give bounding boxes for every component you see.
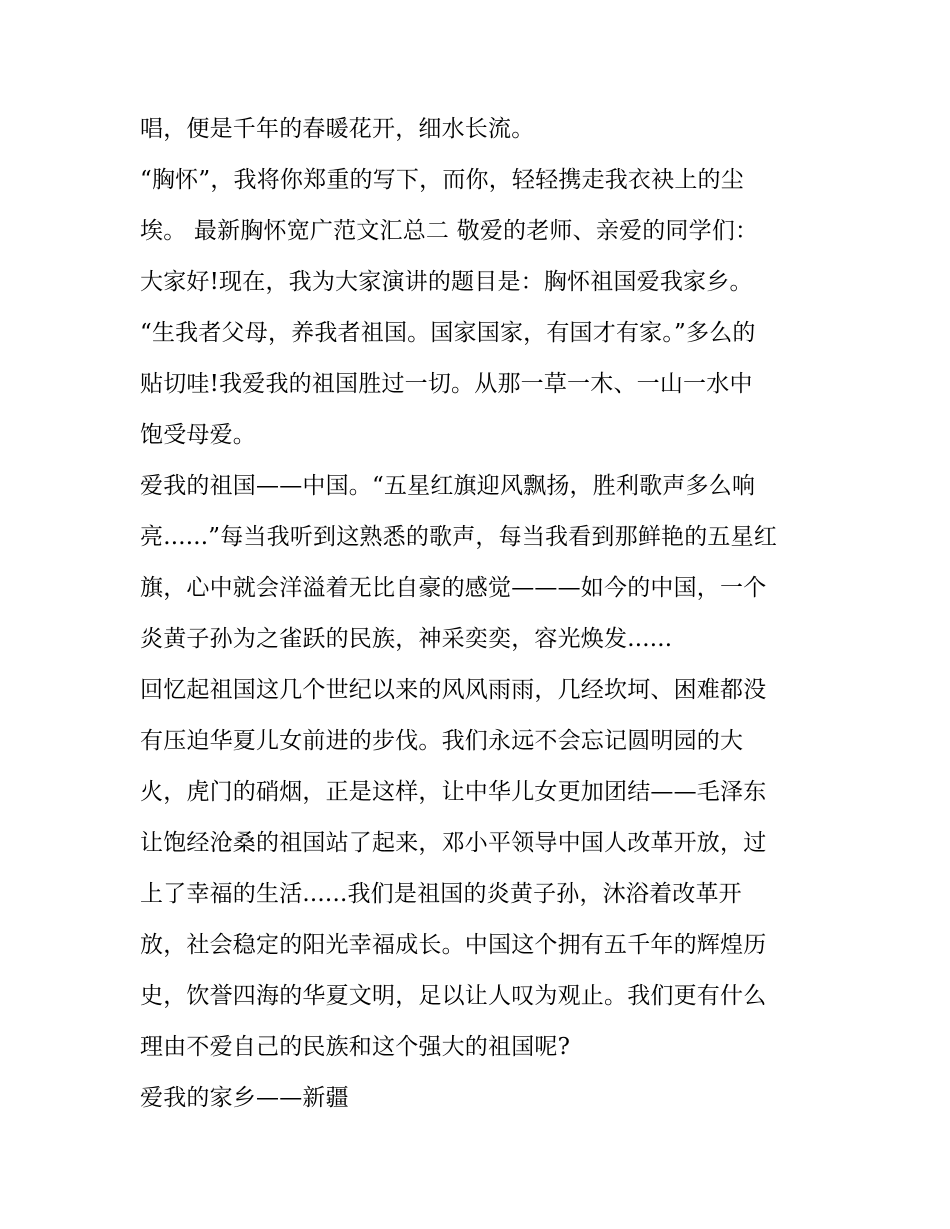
text-line: 炎黄子孙为之雀跃的民族，神采奕奕，容光焕发...... xyxy=(140,626,673,652)
text-line: 史，饮誉四海的华夏文明，足以让人叹为观止。我们更有什么 xyxy=(140,983,767,1009)
text-line: 亮......”每当我听到这熟悉的歌声，每当我看到那鲜艳的五星红 xyxy=(140,524,778,550)
text-line: 让饱经沧桑的祖国站了起来，邓小平领导中国人改革开放，过 xyxy=(140,830,767,856)
text-line: 饱受母爱。 xyxy=(140,422,256,448)
text-line: 爱我的祖国——中国。“五星红旗迎风飘扬，胜利歌声多么响 xyxy=(140,473,756,499)
text-line: 回忆起祖国这几个世纪以来的风风雨雨，几经坎坷、困难都没 xyxy=(140,677,767,703)
text-line: 大家好!现在，我为大家演讲的题目是：胸怀祖国爱我家乡。 xyxy=(140,269,753,295)
text-line: 火，虎门的硝烟，正是这样，让中华儿女更加团结——毛泽东 xyxy=(140,779,767,805)
text-line: “胸怀”，我将你郑重的写下，而你，轻轻携走我衣袂上的尘 xyxy=(140,167,744,193)
text-line: 理由不爱自己的民族和这个强大的祖国呢? xyxy=(140,1034,571,1060)
text-line: “生我者父母，养我者祖国。国家国家，有国才有家。”多么的 xyxy=(140,320,756,346)
text-line: 贴切哇!我爱我的祖国胜过一切。从那一草一木、一山一水中 xyxy=(140,371,753,397)
document-body xyxy=(140,104,820,1124)
text-line: 放，社会稳定的阳光幸福成长。中国这个拥有五千年的辉煌历 xyxy=(140,932,767,958)
text-line: 爱我的家乡——新疆 xyxy=(140,1085,349,1111)
text-line: 埃。 最新胸怀宽广范文汇总二 敬爱的老师、亲爱的同学们： xyxy=(140,218,759,244)
text-line: 旗，心中就会洋溢着无比自豪的感觉———如今的中国，一个 xyxy=(140,575,767,601)
text-line: 唱，便是千年的春暖花开，细水长流。 xyxy=(140,116,535,142)
text-line: 有压迫华夏儿女前进的步伐。我们永远不会忘记圆明园的大 xyxy=(140,728,744,754)
text-line: 上了幸福的生活......我们是祖国的炎黄子孙，沐浴着改革开 xyxy=(140,881,742,907)
